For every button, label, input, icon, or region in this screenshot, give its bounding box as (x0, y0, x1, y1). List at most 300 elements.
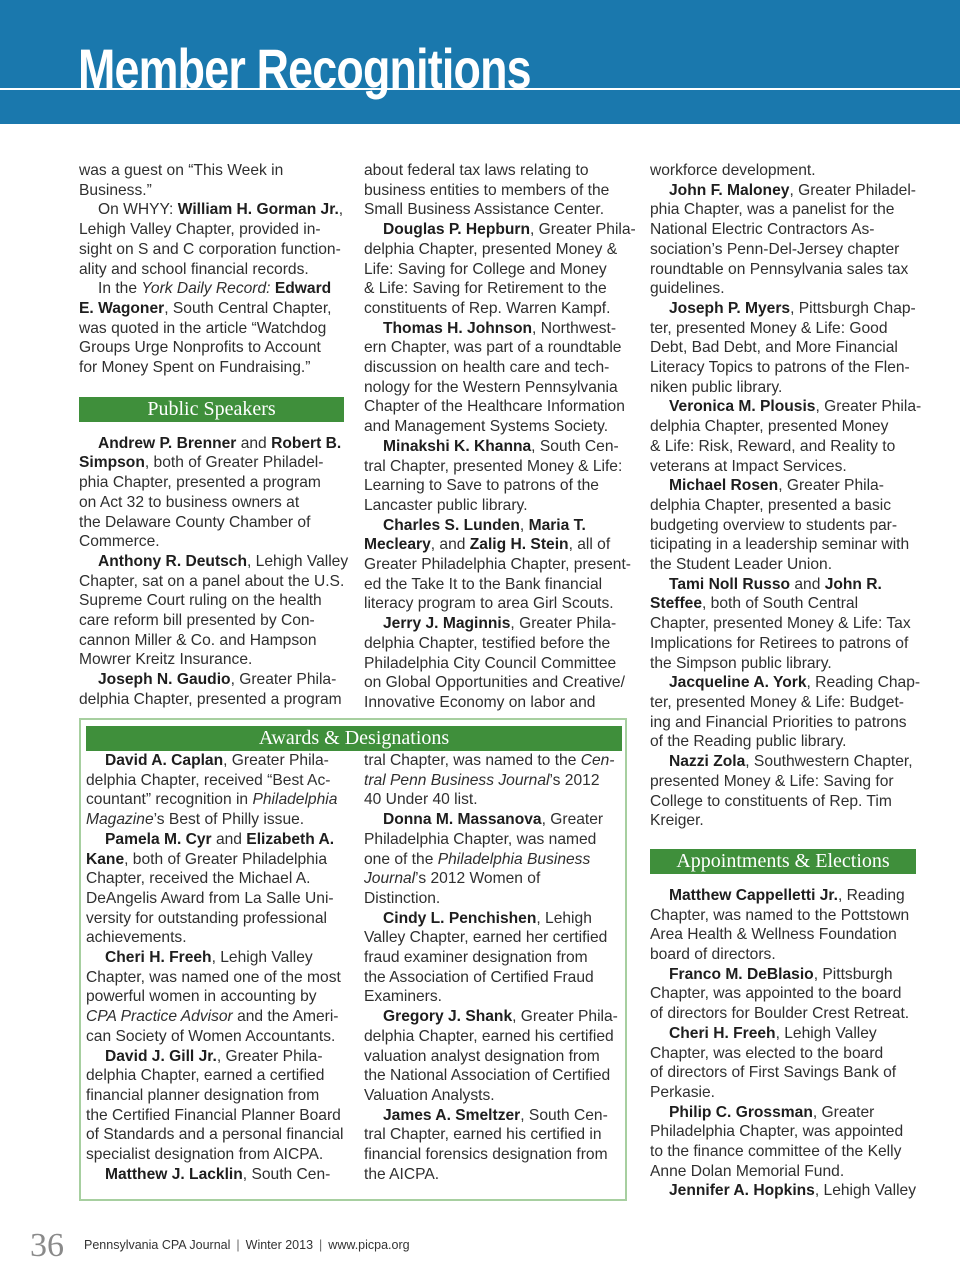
text-run: , Greater (812, 1103, 875, 1121)
member-name: Cheri H. Freeh (105, 949, 212, 967)
text-run: ’s 2012 Women of (415, 870, 541, 888)
text-line (364, 1106, 622, 1126)
publication-title: Magazine (86, 811, 154, 829)
text-run: Literacy Topics to patrons of the Flen- (650, 359, 910, 377)
text-run: , South Cen- (520, 1106, 608, 1124)
text-run: powerful women in accounting by (86, 988, 317, 1006)
text-run: , Lehigh Valley (814, 1182, 916, 1200)
text-line (650, 594, 916, 614)
text-run: literacy program to area Girl Scouts. (364, 595, 614, 613)
member-name: Nazzi Zola (669, 753, 746, 771)
text-line (86, 869, 348, 889)
text-run: Perkasie. (650, 1083, 716, 1101)
publication-title: Journal (364, 870, 416, 888)
member-name: Mecleary (364, 536, 431, 554)
text-run: Chapter, was named to the Pottstown (650, 906, 910, 924)
text-run: , Southwestern Chapter, (745, 753, 913, 771)
text-run: , Reading (837, 886, 905, 904)
section-heading-appointments: Appointments & Elections (650, 849, 916, 874)
text-line (86, 948, 348, 968)
text-run: Small Business Assistance Center. (364, 201, 605, 219)
text-run: , Greater Phila- (778, 477, 884, 495)
member-name: David A. Caplan (105, 752, 224, 769)
text-line (79, 279, 344, 299)
text-run: delphia Chapter, presented a basic (650, 496, 892, 514)
text-line (79, 611, 344, 631)
text-line (86, 810, 348, 830)
text-run: discussion on health care and tech- (364, 359, 610, 377)
text-line (364, 516, 630, 536)
text-run: board of directors. (650, 946, 776, 964)
text-line (364, 771, 622, 791)
member-name: Simpson (79, 454, 145, 472)
text-run: was a guest on “This Week in (79, 162, 284, 179)
text-run: valuation analyst designation from (364, 1047, 600, 1065)
text-line (364, 948, 622, 968)
text-line (364, 693, 630, 713)
text-run: the Student Leader Union. (650, 556, 833, 574)
text-line (650, 965, 916, 985)
text-run: Kreiger. (650, 812, 704, 830)
text-line (364, 928, 622, 948)
text-run: cannon Miller & Co. and Hampson (79, 631, 317, 649)
text-line (364, 397, 630, 417)
member-name: Elizabeth A. (246, 830, 335, 848)
text-line (364, 1165, 622, 1185)
text-run: , (338, 201, 344, 219)
text-line (364, 634, 630, 654)
text-line (86, 1145, 348, 1165)
text-line (364, 1047, 622, 1067)
text-line (650, 811, 916, 831)
footer (84, 1238, 410, 1252)
text-line (364, 240, 630, 260)
text-line (650, 437, 916, 457)
text-line (79, 260, 344, 280)
member-name: Maria T. (528, 516, 586, 534)
text-run: , South Cen- (531, 437, 619, 455)
text-line (364, 751, 622, 771)
text-line (86, 751, 348, 771)
text-line (364, 181, 630, 201)
text-line (650, 945, 916, 965)
text-run: ality and school financial records. (79, 260, 309, 278)
text-line (650, 772, 916, 792)
text-line (364, 909, 622, 929)
intro-text (79, 161, 344, 378)
text-line (86, 830, 348, 850)
text-run: College to constituents of Rep. Tim (650, 792, 892, 810)
text-run: Chapter, was named one of the most (86, 968, 341, 986)
text-line (364, 378, 630, 398)
text-run: financial forensics designation from (364, 1146, 608, 1164)
text-run: fraud examiner designation from (364, 949, 588, 967)
member-name: Gregory J. Shank (383, 1008, 513, 1026)
text-run: workforce development. (650, 162, 816, 179)
text-run: Chapter of the Healthcare Information (364, 398, 625, 416)
member-name: Pamela M. Cyr (105, 830, 212, 848)
text-line (86, 928, 348, 948)
text-run: delphia Chapter, presented Money (650, 418, 889, 436)
text-run: ter, presented Money & Life: Budget- (650, 693, 904, 711)
member-name: Donna M. Massanova (383, 811, 542, 829)
text-run: , Greater (541, 811, 604, 829)
text-run: Lancaster public library. (364, 496, 528, 514)
text-line (650, 634, 916, 654)
text-line (650, 752, 916, 772)
member-name: Jacqueline A. York (669, 674, 807, 692)
text-line (650, 1162, 916, 1182)
text-line (650, 378, 916, 398)
text-run: Supreme Court ruling on the health (79, 592, 322, 610)
text-line (86, 771, 348, 791)
footer-url[interactable]: www.picpa.org (328, 1238, 410, 1252)
text-line (86, 1106, 348, 1126)
text-line (650, 1044, 916, 1064)
text-run: , Greater Phila- (216, 1047, 323, 1065)
member-name: Michael Rosen (669, 477, 779, 495)
publication-title: CPA Practice Advisor (86, 1008, 233, 1026)
text-run: Valley Chapter, earned her certified (364, 929, 608, 947)
text-run: Examiners. (364, 988, 442, 1006)
text-line (364, 220, 636, 240)
member-name: Thomas H. Johnson (383, 319, 533, 337)
text-run: achievements. (86, 929, 187, 947)
column-1 (79, 161, 349, 710)
text-run: , Reading Chap- (806, 674, 921, 692)
footer-separator: | (319, 1238, 323, 1252)
text-run: delphia Chapter, earned his certified (364, 1027, 614, 1045)
text-line (79, 552, 349, 572)
text-line (79, 161, 344, 181)
section-heading-awards: Awards & Designations (86, 726, 622, 751)
text-line (79, 473, 344, 493)
text-run: the Association of Certified Fraud (364, 968, 594, 986)
member-name: Matthew J. Lacklin (105, 1165, 243, 1183)
text-run: care reform bill presented by Con- (79, 612, 315, 630)
text-line (86, 790, 348, 810)
text-line (364, 417, 630, 437)
text-run: , Lehigh Valley (775, 1024, 877, 1042)
text-line (79, 220, 344, 240)
text-line (650, 397, 922, 417)
text-line (364, 1145, 622, 1165)
text-line (79, 690, 344, 710)
text-run: , (519, 516, 529, 534)
text-run: the National Association of Certified (364, 1067, 611, 1085)
text-line (650, 358, 916, 378)
text-line (364, 830, 622, 850)
text-run: , South Central Chapter, (164, 299, 332, 317)
text-run: to the finance committee of the Kelly (650, 1143, 902, 1161)
text-run: of directors of First Savings Bank of (650, 1064, 897, 1082)
text-line (79, 453, 344, 473)
footer-journal: Pennsylvania CPA Journal (84, 1238, 231, 1252)
text-run: can Society of Women Accountants. (86, 1027, 336, 1045)
text-run: , both of Greater Philadelphia (124, 850, 327, 868)
text-run: tral Chapter, presented Money & Life: (364, 457, 623, 475)
text-line (79, 299, 344, 319)
text-line (650, 792, 916, 812)
text-line (364, 1086, 622, 1106)
text-run: Area Health & Wellness Foundation (650, 926, 897, 944)
text-line (79, 591, 344, 611)
column-3-text (650, 161, 922, 831)
text-line (86, 987, 348, 1007)
text-run: Learning to Save to patrons of the (364, 477, 599, 495)
text-line (364, 299, 630, 319)
text-run: ter, presented Money & Life: Good (650, 319, 888, 337)
text-run: countant” recognition in (86, 791, 253, 809)
member-name: Joseph P. Myers (669, 299, 791, 317)
text-line (364, 358, 630, 378)
text-run: Chapter, sat on a panel about the U.S. (79, 572, 345, 590)
text-line (79, 181, 344, 201)
text-run: Anne Dolan Memorial Fund. (650, 1162, 845, 1180)
member-name: Jerry J. Maginnis (383, 615, 511, 633)
text-run: Innovative Economy on labor and (364, 693, 596, 711)
text-line (650, 535, 916, 555)
text-run: nology for the Western Pennsylvania (364, 378, 618, 396)
member-name: Tami Noll Russo (669, 575, 791, 593)
member-name: Zalig H. Stein (469, 536, 569, 554)
text-run: financial planner designation from (86, 1086, 320, 1104)
text-line (364, 260, 630, 280)
text-run: ern Chapter, was part of a roundtable (364, 339, 622, 357)
text-line (364, 555, 630, 575)
publication-title: York Daily Record: (141, 280, 271, 298)
text-line (79, 513, 344, 533)
text-line (79, 338, 344, 358)
text-run: sociation’s Penn-Del-Jersey chapter (650, 240, 900, 258)
text-line (650, 693, 916, 713)
text-line (364, 338, 630, 358)
member-name: Matthew Cappelletti Jr. (669, 886, 838, 904)
text-run: and (236, 434, 272, 452)
member-name: Kane (86, 850, 125, 868)
text-run: delphia Chapter, presented Money & (364, 240, 618, 258)
text-line (79, 650, 344, 670)
text-line (650, 1142, 916, 1162)
text-line (650, 496, 916, 516)
public-speakers-text (79, 434, 349, 710)
text-line (650, 457, 916, 477)
member-name: Philip C. Grossman (669, 1103, 813, 1121)
text-line (79, 319, 344, 339)
publication-title: Philadelphia Business (437, 850, 591, 868)
text-line (650, 575, 916, 595)
text-run: 40 Under 40 list. (364, 791, 478, 809)
member-name: Charles S. Lunden (383, 516, 520, 534)
text-line (650, 713, 916, 733)
text-line (364, 437, 630, 457)
text-run: Valuation Analysts. (364, 1086, 495, 1104)
text-line (364, 614, 630, 634)
text-line (650, 1004, 916, 1024)
text-run: In the (98, 280, 142, 298)
member-name: Steffee (650, 595, 702, 613)
text-run: Chapter, received the Michael A. (86, 870, 311, 888)
text-run: Philadelphia City Council Committee (364, 654, 617, 672)
text-run: , Greater Phila- (223, 752, 329, 769)
text-run: Debt, Bad Debt, and More Financial (650, 339, 898, 357)
text-line (650, 338, 916, 358)
text-line (364, 889, 622, 909)
text-run: sight on S and C corporation function- (79, 240, 341, 258)
text-run: and (211, 830, 247, 848)
text-line (364, 869, 622, 889)
text-run: on Global Opportunities and Creative/ (364, 674, 625, 692)
text-run: Life: Saving for College and Money (364, 260, 607, 278)
text-run: tral Chapter, was named to the (364, 752, 581, 769)
text-line (650, 279, 916, 299)
text-run: ing and Financial Priorities to patrons (650, 713, 907, 731)
text-line (650, 220, 916, 240)
text-line (86, 1086, 348, 1106)
member-name: Veronica M. Plousis (669, 398, 816, 416)
column-3 (650, 161, 922, 1201)
text-run: specialist designation from AICPA. (86, 1146, 324, 1164)
text-line (364, 810, 622, 830)
text-line (364, 654, 630, 674)
member-name: William H. Gorman Jr. (177, 201, 339, 219)
text-run: about federal tax laws relating to (364, 162, 589, 179)
text-line (364, 790, 622, 810)
text-run: Business.” (79, 181, 152, 199)
text-line (364, 850, 622, 870)
text-run: & Life: Saving for Retirement to the (364, 280, 607, 298)
text-line (86, 909, 348, 929)
text-run: niken public library. (650, 378, 783, 396)
text-line (364, 279, 630, 299)
member-name: Douglas P. Hepburn (383, 221, 531, 239)
text-run: of Standards and a personal financial (86, 1126, 344, 1144)
text-run: constituents of Rep. Warren Kampf. (364, 299, 611, 317)
text-run: of directors for Boulder Crest Retreat. (650, 1005, 910, 1023)
text-run: the Simpson public library. (650, 654, 832, 672)
member-name: Cheri H. Freeh (669, 1024, 776, 1042)
text-line (86, 1027, 348, 1047)
text-line (650, 925, 916, 945)
text-line (650, 417, 916, 437)
text-run: delphia Chapter, received “Best Ac- (86, 771, 331, 789)
text-line (364, 161, 630, 181)
column-2 (364, 161, 636, 713)
text-run: ticipating in a leadership seminar with (650, 536, 910, 554)
text-run: Implications for Retirees to patrons of (650, 634, 909, 652)
awards-column-2 (364, 751, 622, 1184)
member-name: Robert B. (271, 434, 342, 452)
appointments-text (650, 886, 916, 1201)
text-line (79, 434, 344, 454)
text-run: and Management Systems Society. (364, 418, 609, 436)
text-line (364, 1007, 622, 1027)
text-run: the Delaware County Chamber of (79, 513, 311, 531)
text-run: and (790, 575, 825, 593)
text-run: on Act 32 to business owners at (79, 493, 300, 511)
text-run: , Greater Phila- (530, 221, 636, 239)
text-run: , and (430, 536, 470, 554)
text-run: Philadelphia Chapter, was appointed (650, 1123, 904, 1141)
text-run: , both of Greater Philadel- (144, 454, 324, 472)
text-line (364, 535, 630, 555)
text-run: , Greater Phila- (510, 615, 617, 633)
text-line (86, 1125, 348, 1145)
text-line (650, 984, 916, 1004)
member-name: E. Wagoner (79, 299, 165, 317)
text-line (79, 200, 344, 220)
text-run: , Greater Philadel- (789, 181, 916, 199)
member-name: Cindy L. Penchishen (383, 909, 537, 927)
text-run: one of the (364, 850, 438, 868)
text-line (86, 1007, 348, 1027)
text-line (364, 673, 630, 693)
text-run: National Electric Contractors As- (650, 221, 875, 239)
text-run: DeAngelis Award from La Salle Uni- (86, 889, 334, 907)
member-name: David J. Gill Jr. (105, 1047, 217, 1065)
text-run: business entities to members of the (364, 181, 610, 199)
text-line (650, 886, 916, 906)
text-line (650, 1181, 916, 1201)
text-run: , Greater Phila- (815, 398, 922, 416)
text-run: , Lehigh (536, 909, 592, 927)
text-run: , both of South Central (702, 595, 859, 613)
text-run: , Pittsburgh (813, 965, 893, 983)
text-line (86, 1047, 348, 1067)
footer-issue: Winter 2013 (245, 1238, 314, 1252)
text-run: Chapter, was appointed to the board (650, 985, 902, 1003)
text-line (86, 850, 348, 870)
text-run: guidelines. (650, 280, 725, 298)
text-line (650, 732, 916, 752)
page-title: Member Recognitions (78, 37, 531, 100)
text-run: delphia Chapter, testified before the (364, 634, 611, 652)
text-line (650, 1083, 916, 1103)
publication-title: Philadelphia (252, 791, 338, 809)
text-line (364, 575, 630, 595)
awards-column-1 (86, 751, 348, 1184)
text-run: & Life: Risk, Reward, and Reality to (650, 437, 896, 455)
member-name: Andrew P. Brenner (98, 434, 237, 452)
text-line (650, 200, 916, 220)
text-line (364, 496, 630, 516)
text-line (79, 670, 344, 690)
section-heading-public-speakers: Public Speakers (79, 397, 344, 422)
text-line (79, 631, 344, 651)
text-run: Chapter, presented Money & Life: Tax (650, 615, 911, 633)
text-line (650, 1122, 916, 1142)
text-line (364, 987, 622, 1007)
text-line (650, 516, 916, 536)
text-run: phia Chapter, presented a program (79, 474, 321, 492)
text-line (86, 889, 348, 909)
text-run: for Money Spent on Fundraising.” (79, 359, 311, 377)
text-run: , South Cen- (242, 1165, 331, 1183)
text-line (650, 260, 916, 280)
text-run: and the Ameri- (232, 1008, 339, 1026)
text-line (364, 1066, 622, 1086)
text-line (364, 319, 630, 339)
text-run: phia Chapter, was a panelist for the (650, 201, 895, 219)
text-line (650, 673, 921, 693)
column-2-text (364, 161, 636, 713)
member-name: John R. (824, 575, 882, 593)
text-line (650, 555, 916, 575)
text-run: , Greater Phila- (230, 671, 337, 689)
text-run: On WHYY: (98, 201, 178, 219)
text-run: Groups Urge Nonprofits to Account (79, 339, 321, 357)
member-name: Jennifer A. Hopkins (669, 1182, 815, 1200)
